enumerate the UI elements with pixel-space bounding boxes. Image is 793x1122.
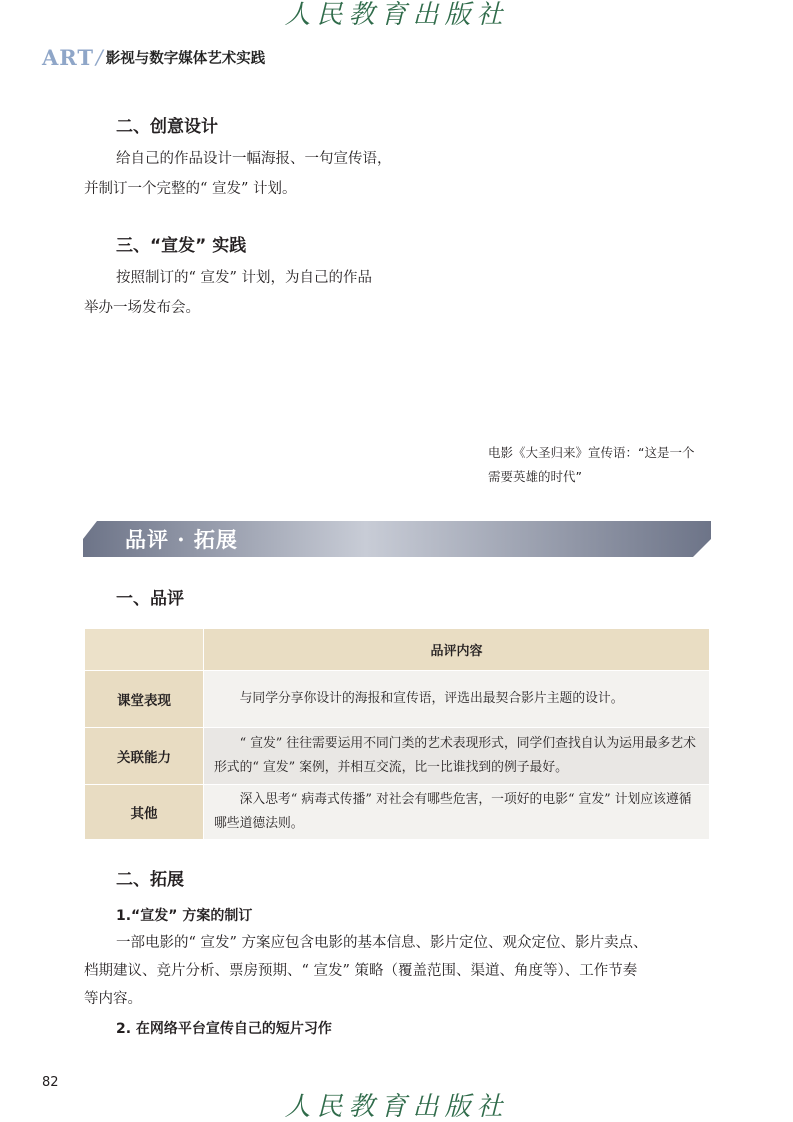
caption-line-1: 电影《大圣归来》宣传语：“这是一个: [488, 445, 695, 460]
row-content: 与同学分享你设计的海报和宣传语，评选出最契合影片主题的设计。: [204, 671, 710, 728]
image-caption: [488, 441, 728, 489]
publicity-practice-line-1: 按照制订的“ 宣发” 计划，为自己的作品: [116, 270, 373, 286]
extension-item-1-line-2: 档期建议、竞片分析、票房预期、“ 宣发” 策略（覆盖范围、渠道、角度等）、工作节奏: [84, 963, 638, 979]
extension-item-1-line-1: 一部电影的“ 宣发” 方案应包含电影的基本信息、影片定位、观众定位、影片卖点、: [116, 935, 648, 951]
publisher-logo-top: 人民教育出版社: [284, 0, 509, 30]
book-title: 影视与数字媒体艺术实践: [105, 50, 266, 67]
extension-item-2-title: 2. 在网络平台宣传自己的短片习作: [116, 1021, 332, 1037]
table-corner-cell: [85, 629, 204, 671]
creative-design-heading: 二、创意设计: [116, 117, 218, 137]
review-heading: 一、品评: [116, 589, 184, 609]
extension-item-1-title: 1.“宣发” 方案的制订: [116, 908, 253, 924]
table-header-cell: 品评内容: [204, 629, 710, 671]
table-row: [85, 728, 710, 785]
creative-design-line-1: 给自己的作品设计一幅海报、一句宣传语，: [116, 151, 392, 167]
section-banner: [83, 521, 711, 557]
publisher-logo-bottom: 人民教育出版社: [284, 1092, 509, 1122]
extension-heading: 二、拓展: [116, 870, 184, 890]
series-mark: ART: [42, 44, 95, 70]
review-table-header-row: [85, 629, 710, 671]
series-header: [42, 44, 265, 70]
publicity-practice-line-2: 举办一场发布会。: [84, 300, 200, 316]
row-label: 关联能力: [85, 728, 204, 785]
table-row: [85, 671, 710, 728]
row-label: 课堂表现: [85, 671, 204, 728]
row-content: “ 宣发” 往往需要运用不同门类的艺术表现形式，同学们查找自认为运用最多艺术形式的“ 宣发” 案例，并相互交流，比一比谁找到的例子最好。: [204, 728, 710, 785]
publicity-practice-heading: 三、“宣发” 实践: [116, 236, 247, 256]
creative-design-line-2: 并制订一个完整的“ 宣发” 计划。: [84, 181, 297, 197]
extension-item-1-line-3: 等内容。: [84, 991, 142, 1007]
review-table: [84, 628, 710, 840]
table-row: [85, 785, 710, 840]
caption-line-2: 需要英雄的时代”: [488, 469, 582, 484]
banner-title: 品评 · 拓展: [125, 527, 238, 552]
series-slash: /: [96, 45, 103, 69]
row-content: 深入思考“ 病毒式传播” 对社会有哪些危害，一项好的电影“ 宣发” 计划应该遵循哪些道德法则。: [204, 785, 710, 840]
page-number: 82: [42, 1075, 59, 1090]
row-label: 其他: [85, 785, 204, 840]
